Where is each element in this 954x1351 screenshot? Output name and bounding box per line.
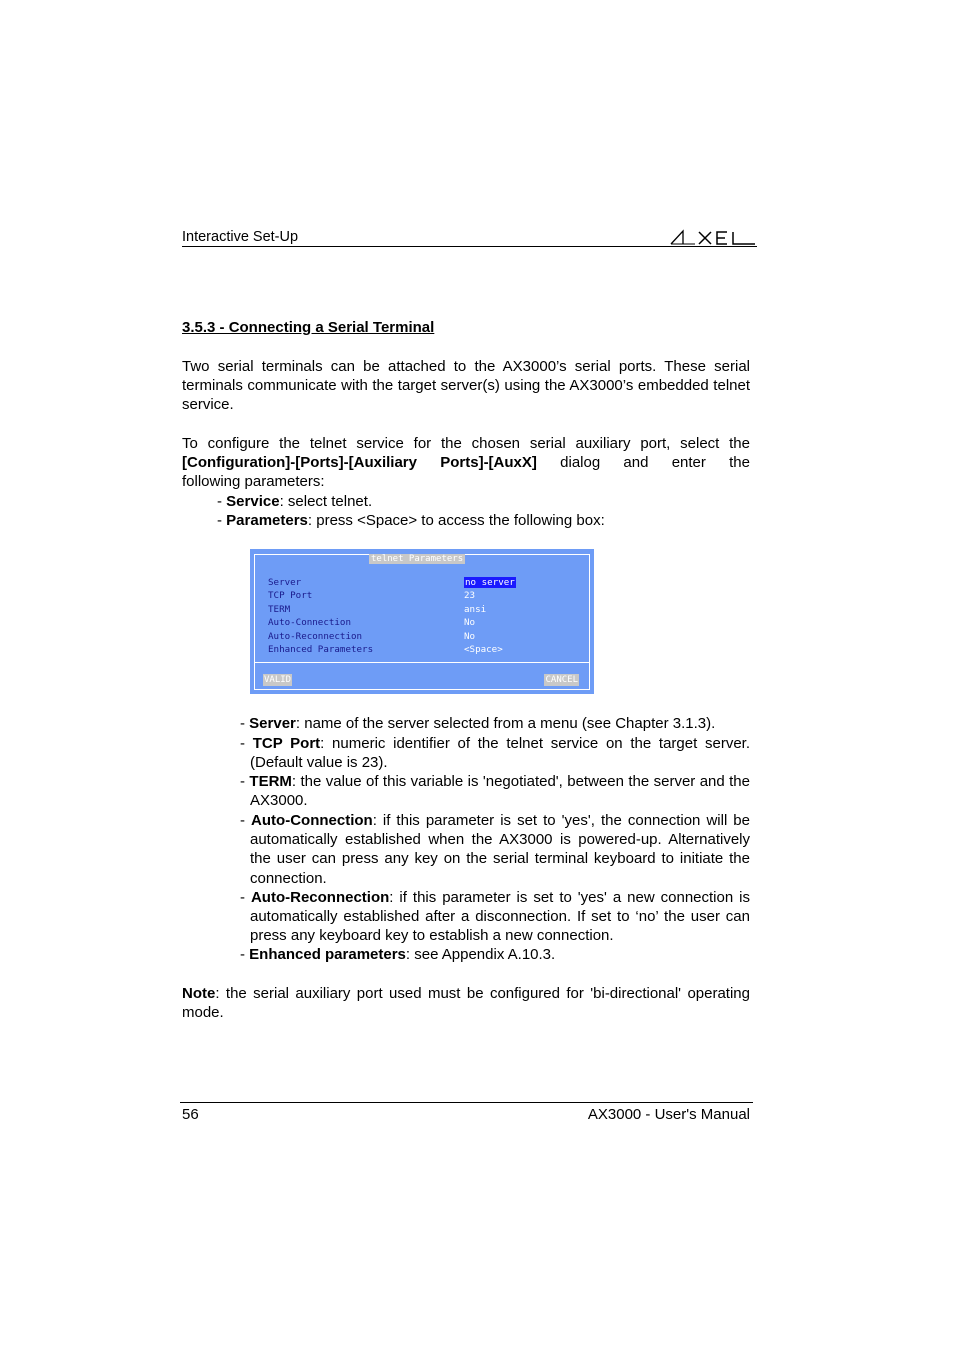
note-text: : the serial auxiliary port used must be configured for 'bi-directional' operating mode. — [182, 985, 750, 1022]
label-server: Server — [268, 577, 302, 588]
value-server[interactable]: no server — [465, 577, 515, 588]
value-term[interactable]: ansi — [464, 604, 487, 615]
valid-button[interactable]: VALID — [264, 675, 292, 685]
dialog-separator — [255, 662, 589, 663]
page-header — [182, 228, 757, 247]
value-auto-connection[interactable]: No — [464, 617, 476, 628]
list-item-term: - TERM: the value of this variable is 'negotiated', between the server and the AX3000. — [240, 773, 750, 810]
dialog-frame — [254, 554, 590, 690]
list-item-service: - Service: select telnet. — [217, 493, 373, 510]
label-auto-connection: Auto-Connection — [268, 617, 351, 628]
configure-line-2-rest: dialog and enter the — [560, 454, 750, 472]
section-title: 3.5.3 - Connecting a Serial Terminal — [182, 319, 435, 336]
label-term: TERM — [268, 604, 291, 615]
note-label: Note — [182, 985, 216, 1002]
list-item-tcp-port: - TCP Port: numeric identifier of the telnet service on the target server. (Default value is 23). — [240, 735, 750, 772]
list-item-auto-reconnection: - Auto-Reconnection: if this parameter is set to 'yes' a new connection is automatically established after a disconnection. If set to ‘no’ the user can press any keyboard key to establish a new connection. — [240, 889, 750, 945]
label-enhanced-parameters: Enhanced Parameters — [268, 644, 374, 655]
list-item-server: - Server: name of the server selected from a menu (see Chapter 3.1.3). — [240, 715, 716, 732]
configure-line-3: following parameters: — [182, 473, 325, 491]
menu-path: [Configuration]-[Ports]-[Auxiliary Ports]-[AuxX] — [182, 454, 537, 472]
manual-title: AX3000 - User's Manual — [587, 1106, 750, 1123]
page-footer — [180, 1102, 753, 1123]
list-item-parameters: - Parameters: press <Space> to access the following box: — [217, 512, 605, 529]
value-enhanced-parameters[interactable]: <Space> — [464, 644, 503, 655]
axel-logo — [669, 228, 757, 246]
configure-line-1: To configure the telnet service for the chosen serial auxiliary port, select the — [182, 435, 750, 452]
header-title: Interactive Set-Up — [182, 229, 299, 245]
list-item-auto-connection: - Auto-Connection: if this parameter is set to 'yes', the connection will be automatically established when the AX3000 is powered-up. Alternatively the user can press any key on the serial terminal keyboard to initiate the connection. — [240, 812, 750, 887]
note-paragraph — [182, 984, 750, 1022]
cancel-button[interactable]: CANCEL — [545, 675, 578, 685]
configure-paragraph — [182, 434, 750, 492]
label-auto-reconnection: Auto-Reconnection — [268, 631, 363, 642]
page-number: 56 — [182, 1106, 199, 1123]
label-tcp-port: TCP Port — [268, 590, 313, 601]
telnet-parameters-dialog — [250, 549, 594, 694]
intro-paragraph: Two serial terminals can be attached to the AX3000’s serial ports. These serial terminals communicate with the target server(s) using the AX3000’s embedded telnet service. — [182, 358, 750, 414]
dialog-title: telnet Parameters — [371, 554, 464, 564]
list-item-enhanced-parameters: - Enhanced parameters: see Appendix A.10.3. — [240, 946, 556, 963]
configure-line-2 — [182, 453, 750, 472]
value-auto-reconnection[interactable]: No — [464, 631, 476, 642]
value-tcp-port[interactable]: 23 — [464, 590, 476, 601]
